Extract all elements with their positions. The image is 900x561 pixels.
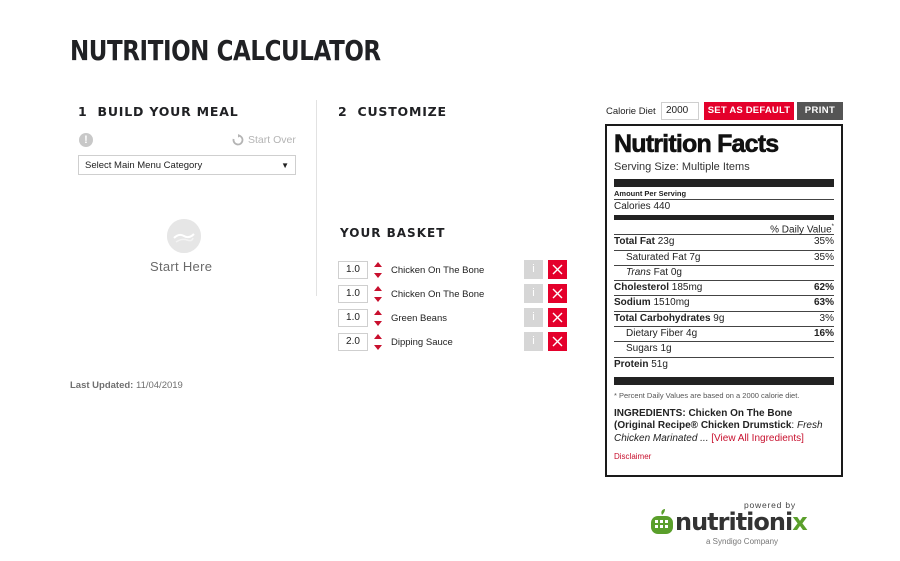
arrow-down-icon[interactable] (374, 273, 382, 278)
ingredients-colon: : (791, 420, 795, 432)
nutrient-amount: 23g (657, 236, 675, 248)
nutrient-percent: 3% (819, 312, 834, 324)
calories-value: 440 (653, 201, 671, 212)
nutrient-percent: 62% (813, 282, 834, 294)
basket-item-name: Dipping Sauce (391, 336, 453, 348)
nutrient-label: Cholesterol (614, 282, 670, 294)
close-icon (548, 284, 567, 303)
refresh-icon (232, 134, 244, 146)
quantity-stepper[interactable] (373, 261, 383, 279)
close-icon (548, 332, 567, 351)
step-title: CUSTOMIZE (357, 104, 447, 119)
item-info-button[interactable]: i (524, 260, 543, 279)
basket-list (338, 258, 570, 354)
view-all-ingredients-link[interactable]: [View All Ingredients] (711, 432, 804, 444)
basket-item-name: Chicken On The Bone (391, 288, 485, 300)
basket-item (338, 258, 570, 282)
nutrient-amount: 51g (651, 358, 668, 370)
arrow-down-icon[interactable] (374, 321, 382, 326)
last-updated (70, 380, 183, 391)
calories-label: Calories (614, 201, 651, 212)
calories-row (614, 200, 834, 215)
close-icon (548, 260, 567, 279)
wordmark-x: x (792, 508, 807, 536)
start-over-label: Start Over (248, 134, 296, 146)
last-updated-value: 11/04/2019 (135, 380, 183, 391)
nutrition-facts-panel (605, 124, 843, 477)
nutrient-label: Sodium (614, 297, 651, 309)
powered-by-label: powered by (744, 500, 796, 510)
apple-icon (650, 509, 674, 535)
calorie-diet-input[interactable]: 2000 (661, 102, 699, 120)
last-updated-label: Last Updated: (70, 380, 134, 391)
nutrient-amount: 4g (686, 328, 698, 340)
remove-item-button[interactable] (548, 308, 567, 327)
quantity-stepper[interactable] (373, 309, 383, 327)
category-select-value: Select Main Menu Category (85, 159, 203, 171)
nutrient-label: Total Carbohydrates (614, 312, 711, 324)
item-info-button[interactable]: i (524, 308, 543, 327)
quantity-stepper[interactable] (373, 285, 383, 303)
plate-icon (167, 219, 201, 253)
page-title: NUTRITION CALCULATOR (70, 34, 381, 67)
nutrient-percent: 63% (813, 297, 834, 309)
set-as-default-button[interactable]: SET AS DEFAULT (704, 102, 794, 120)
amount-per-serving: Amount Per Serving (614, 189, 687, 198)
your-basket-heading: YOUR BASKET (340, 226, 446, 240)
basket-item (338, 282, 570, 306)
wordmark-text: nutritioni (675, 508, 793, 536)
dietary-fiber-row (614, 327, 834, 342)
divider-thick (614, 377, 834, 385)
basket-item (338, 330, 570, 354)
step-number: 1 (78, 104, 88, 119)
arrow-down-icon[interactable] (374, 297, 382, 302)
total-carbohydrates-row (614, 312, 834, 327)
nutrient-percent: 35% (813, 236, 834, 248)
nutrient-amount: 9g (713, 312, 725, 324)
divider-thick (614, 179, 834, 187)
quantity-stepper[interactable] (373, 333, 383, 351)
trans-fat-row (614, 266, 834, 281)
disclaimer-link[interactable]: Disclaimer (614, 452, 652, 462)
arrow-up-icon[interactable] (374, 262, 382, 267)
build-your-meal-heading (78, 104, 239, 119)
info-icon[interactable]: ! (79, 133, 93, 147)
nutrient-amount: 1510mg (653, 297, 690, 309)
item-info-button[interactable]: i (524, 332, 543, 351)
nutrient-label: Protein (614, 358, 649, 370)
start-over-button[interactable] (232, 134, 296, 146)
basket-item-name: Green Beans (391, 312, 447, 324)
syndigo-tagline: a Syndigo Company (706, 537, 779, 546)
protein-row (614, 358, 834, 373)
total-fat-row (614, 235, 834, 250)
nutrient-label: Sugars (626, 343, 658, 355)
nutrient-amount: 7g (689, 251, 701, 263)
nutrient-percent: 35% (813, 251, 834, 263)
customize-heading (338, 104, 447, 119)
dv-asterisk: * (831, 224, 834, 231)
nutrient-percent: 16% (813, 328, 834, 340)
nutrient-label: Saturated Fat (626, 251, 687, 263)
nutritionix-wordmark (675, 508, 807, 536)
ingredients (614, 408, 834, 446)
step-title: BUILD YOUR MEAL (97, 104, 239, 119)
cholesterol-row (614, 281, 834, 296)
quantity-input[interactable]: 1.0 (338, 285, 368, 303)
nutrient-label-italic: Trans (626, 266, 651, 278)
serving-size: Serving Size: Multiple Items (614, 161, 750, 173)
nutrition-facts-title: Nutrition Facts (614, 130, 779, 158)
arrow-up-icon[interactable] (374, 286, 382, 291)
quantity-input[interactable]: 1.0 (338, 261, 368, 279)
close-icon (548, 308, 567, 327)
print-button[interactable]: PRINT (797, 102, 843, 120)
sodium-row (614, 296, 834, 311)
dv-header-text: % Daily Value (770, 224, 832, 236)
remove-item-button[interactable] (548, 260, 567, 279)
sugars-row (614, 342, 834, 357)
column-divider (316, 100, 317, 296)
saturated-fat-row (614, 251, 834, 266)
ingredients-label: INGREDIENTS: (614, 407, 686, 419)
arrow-down-icon[interactable] (374, 345, 382, 350)
ingredients-name: Chicken On The Bone (Original Recipe® Chicken Drumstick (614, 407, 793, 432)
arrow-up-icon[interactable] (374, 310, 382, 315)
main-menu-category-select[interactable] (78, 155, 296, 175)
nutritionix-logo[interactable] (650, 508, 807, 536)
arrow-up-icon[interactable] (374, 334, 382, 339)
nutrient-label: Total Fat (614, 236, 655, 248)
nutrient-amount: 0g (670, 266, 682, 278)
remove-item-button[interactable] (548, 332, 567, 351)
nutrient-amount: 1g (660, 343, 672, 355)
nutrient-label: Dietary Fiber (626, 328, 684, 340)
remove-item-button[interactable] (548, 284, 567, 303)
step-number: 2 (338, 104, 348, 119)
calorie-diet-label: Calorie Diet (606, 106, 656, 117)
nutrient-amount: 185mg (671, 282, 703, 294)
daily-value-footnote: * Percent Daily Values are based on a 2000 calorie diet. (614, 390, 800, 400)
caret-down-icon: ▼ (281, 160, 289, 170)
daily-value-header (614, 220, 834, 235)
quantity-input[interactable]: 1.0 (338, 309, 368, 327)
quantity-input[interactable]: 2.0 (338, 333, 368, 351)
nutrient-label: Fat (653, 266, 669, 278)
basket-item (338, 306, 570, 330)
basket-item-name: Chicken On The Bone (391, 264, 485, 276)
ingredients-detail: Fresh Chicken Marinated ... (614, 420, 823, 444)
item-info-button[interactable]: i (524, 284, 543, 303)
start-here-label: Start Here (150, 259, 213, 274)
